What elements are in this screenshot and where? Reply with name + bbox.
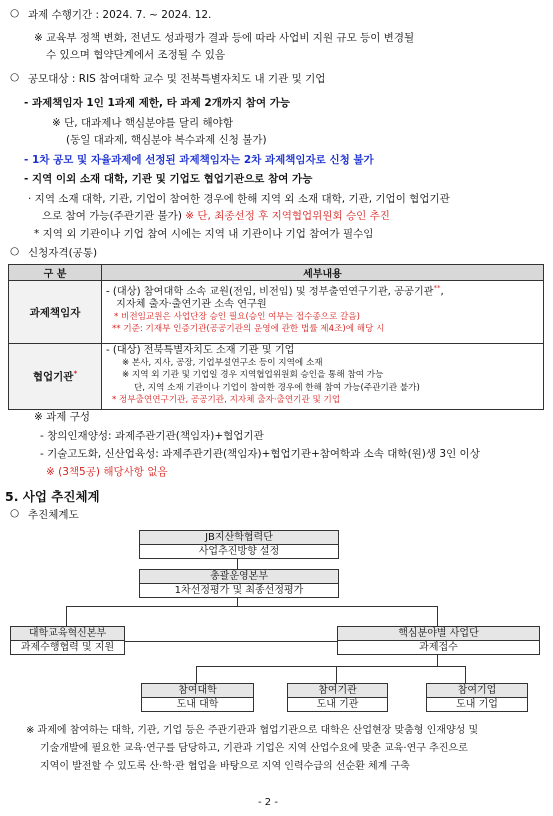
connector — [465, 666, 466, 683]
connector — [336, 666, 337, 683]
box-body: 도내 기관 — [316, 699, 359, 710]
outside-region-note-required: * 지역 외 기관이나 기업 참여 시에는 지역 내 기관이나 기업 참여가 필수임 — [34, 228, 374, 240]
call-target: 공모대상 : RIS 참여대학 교수 및 전북특별자치도 내 기관 및 기업 — [28, 73, 326, 85]
connector — [196, 666, 197, 683]
box-body: 1차선정평가 및 최종선정평가 — [174, 585, 304, 596]
bullet: ○ — [10, 245, 20, 257]
rule-limit-note-cont: (동일 대과제, 핵심분야 복수과제 신청 불가) — [66, 134, 267, 146]
composition-item: - 기술고도화, 신산업육성: 과제주관기관(책임자)+협업기관+참여학과 소속 대학(원)생 3인 이상 — [40, 448, 480, 460]
composition-heading: ※ 과제 구성 — [34, 411, 91, 423]
footnote-line: 지역이 발전할 수 있도록 산·학·관 협업을 바탕으로 지역 인력수급의 선순환 체계 구축 — [40, 761, 410, 772]
box-head: 참여대학 — [142, 684, 253, 698]
eligibility-table — [8, 264, 544, 410]
rule-limit-note: ※ 단, 대과제나 핵심분야를 달리 해야함 — [52, 117, 233, 129]
connector — [124, 641, 337, 642]
eligibility-title: 신청자격(공통) — [28, 247, 98, 259]
column-header: 세부내용 — [102, 265, 544, 281]
box-body: 과제접수 — [419, 642, 458, 653]
box-head: 총괄운영본부 — [140, 570, 338, 584]
connector — [237, 559, 238, 569]
row-label: 협업기관* — [9, 344, 102, 410]
box-head: JB지산학협력단 — [140, 531, 338, 545]
row-content: - (대상) 참여대학 소속 교원(전임, 비전임) 및 정부출연연구기관, 공공기관**, 지자체 출자·출연기관 소속 연구원 * 비전임교원은 사업단장 승인 필요(승인 여부는 접수종으로 갈음) ** 기준: 기재부 인증기관(공공기관의 운영에 관한 법률 제4조)에 해당 시 — [102, 281, 544, 344]
box-core-division — [337, 626, 540, 655]
connector — [237, 598, 238, 606]
box-body: 과제수행협력 및 지원 — [20, 642, 115, 653]
table-row — [9, 281, 544, 344]
section-title: 5. 사업 추진체계 — [5, 489, 100, 504]
period-note-cont: 수 있으며 협약단계에서 조정될 수 있음 — [46, 49, 225, 61]
box-jb-foundation — [139, 530, 339, 559]
box-operations-hq — [139, 569, 339, 598]
project-period: 과제 수행기간 : 2024. 7. ~ 2024. 12. — [28, 9, 212, 21]
period-note: ※ 교육부 정책 변화, 전년도 성과평가 결과 등에 따라 사업비 지원 규모 등이 변경될 — [34, 32, 415, 44]
connector — [437, 606, 438, 626]
box-education-hq — [10, 626, 125, 655]
connector — [196, 666, 466, 667]
bullet: ○ — [10, 7, 20, 19]
row-label: 과제책임자 — [9, 281, 102, 344]
outside-region-note-cont: 으로 참여 가능(주관기관 불가) ※ 단, 최종선정 후 지역협업위원회 승인 추진 — [42, 210, 390, 222]
bullet: ○ — [10, 507, 20, 519]
connector — [437, 655, 438, 666]
box-participating-institution — [287, 683, 388, 712]
rule-outside-region: - 지역 이외 소재 대학, 기관 및 기업도 협업기관으로 참여 가능 — [24, 173, 313, 185]
column-header: 구 분 — [9, 265, 102, 281]
box-head: 참여기관 — [288, 684, 387, 698]
box-head: 대학교육혁신본부 — [11, 627, 124, 641]
composition-item: - 창의인재양성: 과제주관기관(책임자)+협업기관 — [40, 430, 264, 442]
page-number: - 2 - — [258, 797, 278, 808]
connector — [66, 606, 67, 626]
footnote-line: ※ 과제에 참여하는 대학, 기관, 기업 등은 주관기관과 협업기관으로 대학은 산업현장 맞춤형 인재양성 및 — [26, 725, 479, 736]
box-head: 참여기업 — [427, 684, 527, 698]
bullet: ○ — [10, 71, 20, 83]
box-participating-company — [426, 683, 528, 712]
box-participating-university — [141, 683, 254, 712]
composition-note: ※ (3책5공) 해당사항 없음 — [46, 466, 168, 478]
box-body: 사업추진방향 설정 — [198, 546, 280, 557]
footnote-line: 기술개발에 필요한 교육·연구를 담당하고, 기관과 기업은 지역 산업수요에 맞춘 교육·연구 추진으로 — [40, 743, 468, 754]
outside-region-note: · 지역 소재 대학, 기관, 기업이 참여한 경우에 한해 지역 외 소재 대학, 기관, 기업이 협업기관 — [28, 193, 450, 205]
diagram-title: 추진체계도 — [28, 509, 79, 521]
rule-reapply: - 1차 공모 및 자율과제에 선정된 과제책임자는 2차 과제책임자로 신청 불가 — [24, 154, 374, 166]
approval-note: ※ 단, 최종선정 후 지역협업위원회 승인 추진 — [185, 210, 390, 222]
box-body: 도내 대학 — [176, 699, 219, 710]
rule-limit: - 과제책임자 1인 1과제 제한, 타 과제 2개까지 참여 가능 — [24, 97, 291, 109]
row-content: - (대상) 전북특별자치도 소재 기관 및 기업 ※ 본사, 지사, 공장, 기업부설연구소 등이 지역에 소재 ※ 지역 외 기관 및 기업일 경우 지역협업위원회 승인을 통해 참여 가능 단, 지역 소재 기관이나 기업이 참여한 경우에 한해 참여 가능(주관기관 불가) * 정부출연연구기관, 공공기관, 지자체 출자·출연기관 및 기업 — [102, 344, 544, 410]
connector — [66, 606, 438, 607]
box-body: 도내 기업 — [456, 699, 498, 710]
box-head: 핵심분야별 사업단 — [338, 627, 539, 641]
table-row — [9, 344, 544, 410]
